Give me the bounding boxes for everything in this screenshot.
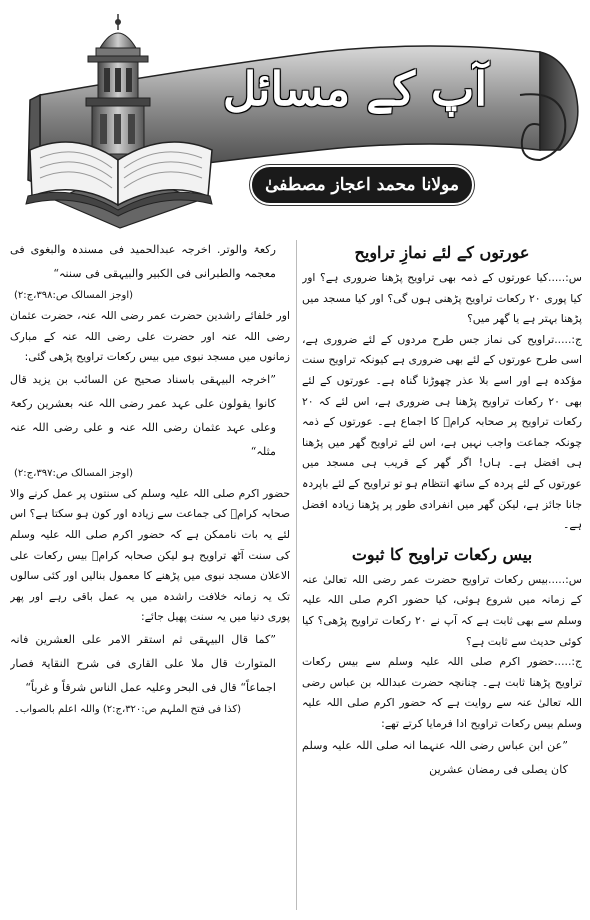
page-title: آپ کے مسائل	[222, 62, 488, 116]
column-divider	[296, 240, 297, 910]
arabic-quote-hadith: ”عن ابن عباس رضی اللہ عنہما انہ صلی اللہ علیہ وسلم کان یصلی فی رمضان عشرین	[302, 739, 568, 777]
question-paragraph-2: س:.....بیس رکعات تراویح حضرت عمر رضی اللہ تعالیٰ عنہ کے زمانہ میں شروع ہوئی، کیا حضور اکرم صلی اللہ علیہ وسلم سے بھی ثابت ہے کہ آپ نے ۲۰ رکعات تراویح پڑھی؟ کیا کوئی حدیث سے ثابت ہے؟	[302, 572, 582, 648]
author-badge	[250, 165, 474, 205]
reference-2: (اوجز المسالک ص:۳۹۷،ج:۲)	[14, 467, 134, 479]
question-paragraph-1: س:.....کیا عورتوں کے ذمہ بھی تراویح پڑھنا ضروری ہے؟ اور کیا پوری ۲۰ رکعات تراویح پڑھنی ہوں گی؟ اور کیا مسجد میں پڑھنا بہتر ہے یا گھر میں؟	[302, 271, 582, 326]
reference-3: (کذا فی فتح الملہم ص:۳۲۰،ج:۲) واللہ اعلم بالصواب۔	[14, 703, 241, 715]
right-column	[302, 238, 582, 918]
arabic-text-1: رکعۃ والوتر. اخرجہ عبدالحمید فی مسندہ والبغوی فی معجمہ والطبرانی فی الکبیر والبیہقی فی سننہ“	[10, 243, 276, 280]
author-name: مولانا محمد اعجاز مصطفیٰ	[265, 175, 459, 195]
section-heading-twenty-rakat: بیس رکعات تراویح کا ثبوت	[351, 544, 533, 564]
arabic-text-3: ”کما قال البیہقی ثم استقر الامر علی العشرین فانہ المتوارث قال ملا علی القاری فی شرح النقایۃ فصار اجماعاً“ قال فی البحر وعلیہ عمل الناس شرقاً و غرباً“	[10, 632, 276, 694]
header-banner	[0, 0, 590, 232]
answer-paragraph-1: ج:.....تراویح کی نماز جس طرح مردوں کے لئے ضروری ہے، اسی طرح عورتوں کے لئے بھی ضروری ہے کیونکہ تراویح سنت مؤکدہ ہے اور اسے بلا عذر چھوڑنا گناہ ہے۔ عورتوں کے لئے بھی ۲۰ رکعات تراویح پڑھنا ہی ضروری ہے، اس لئے کہ ۲۰ رکعات تراویح پر صحابہ کرامؓ کا اجماع ہے۔ عورتوں کے ذمہ چونکہ جماعت واجب نہیں ہے، اس لئے تراویح گھر میں پڑھنا ہی افضل ہے۔ ہاں! اگر گھر کے قریب ہی مسجد میں عورتوں کے لئے پردہ کے ساتھ انتظام ہو تو تراویح کے لئے باپردہ جانا جائز ہے، لیکن گھر میں انفرادی طور پر پڑھنا زیادہ افضل ہے۔	[302, 332, 582, 532]
left-column	[10, 238, 290, 918]
body-paragraph-1: اور خلفائے راشدین حضرت عمر رضی اللہ عنہ، حضرت عثمان رضی اللہ عنہ اور حضرت علی رضی اللہ عنہ کے مبارک زمانوں میں مسجد نبوی میں بیس رکعات تراویح پڑھی گئی:	[10, 309, 290, 364]
reference-1: (اوجز المسالک ص:۳۹۸،ج:۲)	[14, 290, 134, 301]
body-paragraph-2: حضور اکرم صلی اللہ علیہ وسلم کی سنتوں پر عمل کرنے والا صحابہ کرامؓ کی جماعت سے زیادہ اور کون ہو سکتا ہے؟ اس لئے یہ بات ناممکن ہے کہ حضور اکرم صلی اللہ علیہ وسلم کی سنت آٹھ تراویح ہو لیکن صحابہ کرامؓ بیس رکعات علی الاعلان مسجد نبوی میں پڑھنے کا معمول بنالیں اور کئی سالوں تک یہ زمانہ خلافت راشدہ میں یہ عمل باقی رہے اور پھر پوری دنیا میں یہ سنت پھیل جائے:	[10, 486, 290, 624]
answer-paragraph-2: ج:.....حضور اکرم صلی اللہ علیہ وسلم سے بیس رکعات تراویح پڑھنا ثابت ہے۔ چنانچہ حضرت عبداللہ بن عباس رضی اللہ تعالیٰ عنہ سے روایت ہے کہ حضور اکرم صلی اللہ علیہ وسلم بیس رکعات تراویح ادا فرمایا کرتے تھے:	[302, 655, 582, 730]
arabic-text-2: ”اخرجہ البیہقی باسناد صحیح عن السائب بن یزید قال کانوا یقولون علی عہد عمر رضی اللہ عنہ بعشرین رکعۃ وعلی عہد عثمان رضی اللہ عنہ و علی رضی اللہ عنہ مثلہ“	[10, 372, 276, 458]
section-heading-women-taraweeh: عورتوں کے لئے نمازِ تراویح	[354, 243, 530, 262]
